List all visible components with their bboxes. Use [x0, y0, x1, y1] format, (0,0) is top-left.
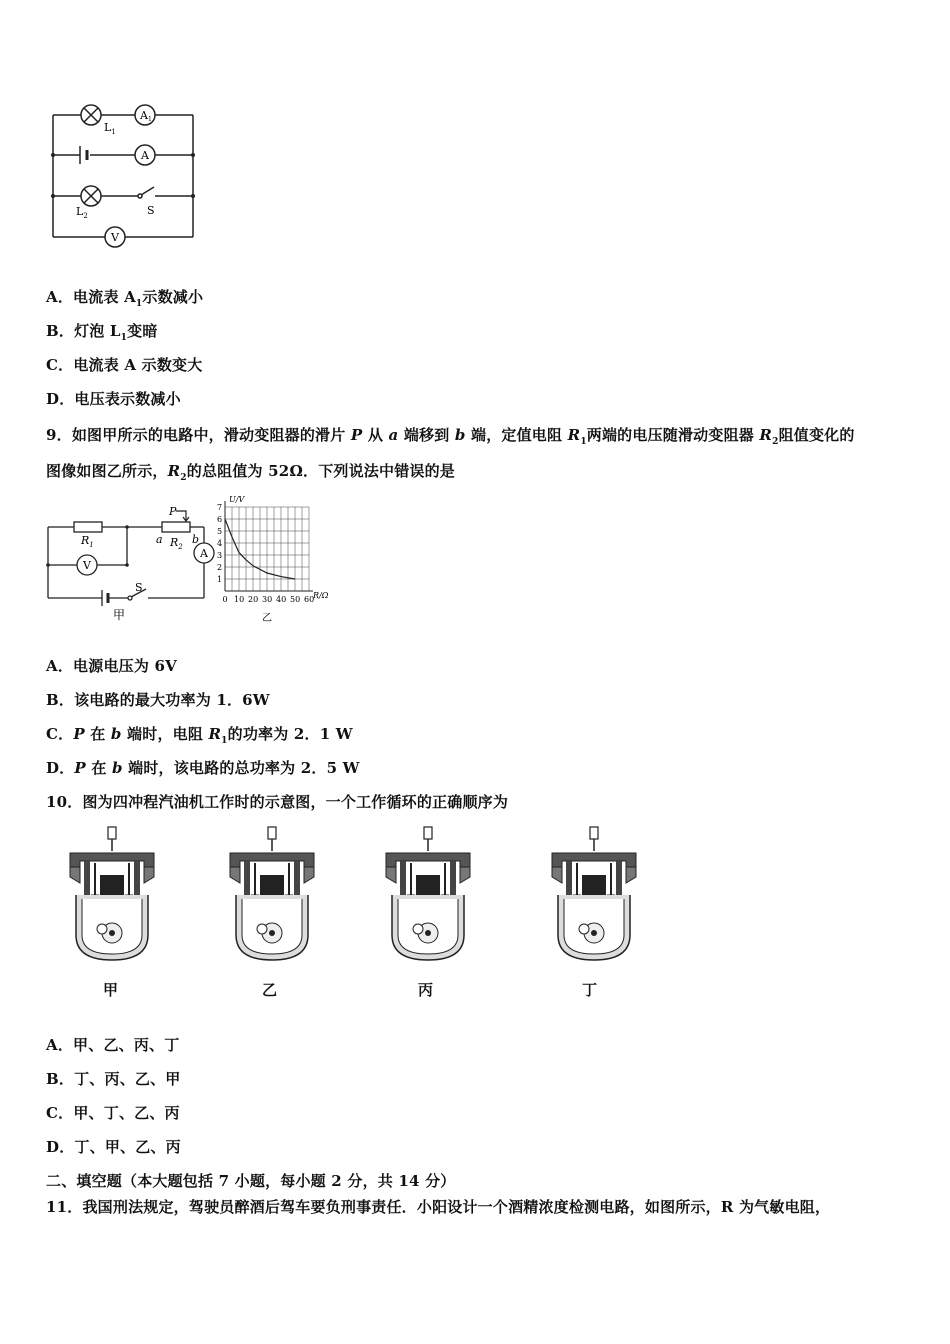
q9-option-d[interactable]: D．P 在 b 端时，该电路的总功率为 2．5 W [46, 759, 360, 777]
subscript: 1 [135, 299, 143, 309]
svg-text:R1: $R_1$ [81, 534, 94, 549]
y-tick-label: 4 [217, 539, 223, 548]
option-label: C． [46, 725, 74, 743]
resistor-r1-icon [74, 522, 102, 532]
engine-diagram-bing-icon [378, 825, 478, 965]
engine-diagram-ding-icon [544, 825, 644, 965]
engine-caption-jia: 甲 [103, 981, 119, 999]
figure-caption-yi: 乙 [262, 613, 272, 624]
option-text: 甲、丁、乙、丙 [73, 1104, 180, 1122]
q8-option-b[interactable] [46, 320, 158, 343]
q9-stem-line1: 9．如图甲所示的电路中，滑动变阻器的滑片 P 从 a 端移到 b 端，定值电阻 $R_1$两端的电压随滑动变阻器 $R_2$阻值变化的 [46, 426, 855, 447]
svg-text:A: A [200, 547, 208, 560]
option-text: 该电路的最大功率为 1．6W [74, 691, 270, 709]
section-heading: 二、填空题（本大题包括 7 小题，每小题 2 分，共 14 分） [46, 1172, 456, 1190]
battery-icon [102, 590, 108, 606]
chart-xlabel: R/Ω [313, 591, 329, 600]
option-label: D． [46, 759, 75, 777]
voltmeter-v-icon [105, 227, 125, 247]
q10-option-b[interactable] [46, 1068, 181, 1089]
y-tick-label: 7 [217, 503, 223, 512]
engine-caption-yi: 乙 [262, 981, 278, 999]
q9-option-c[interactable]: C．P 在 b 端时，电阻 $R_1$的功率为 2．1 W [46, 725, 353, 746]
slider-p-icon [176, 511, 189, 521]
q8-option-d[interactable] [46, 388, 181, 409]
option-text: 电流表 A [73, 288, 136, 306]
option-label: A． [46, 1036, 74, 1054]
q8-option-a[interactable] [46, 286, 203, 309]
y-tick-label: 1 [217, 575, 223, 584]
option-text: 甲、乙、丙、丁 [73, 1036, 180, 1054]
svg-text:A1: A1 [140, 109, 152, 123]
chart-ylabel: U/V [229, 495, 245, 504]
svg-text:S: S [147, 204, 155, 217]
svg-text:V: V [111, 231, 119, 244]
x-tick-label: 0 [222, 595, 228, 604]
q9-graph-chart [212, 493, 342, 628]
option-label: C． [46, 356, 74, 374]
y-tick-label: 2 [217, 563, 223, 572]
subscript: 1 [120, 333, 128, 343]
q10-stem: 10．图为四冲程汽油机工作时的示意图，一个工作循环的正确顺序为 [46, 793, 509, 811]
option-label: D． [46, 1138, 75, 1156]
option-text: 示数减小 [142, 288, 204, 306]
q9-circuit-diagram [40, 500, 225, 625]
svg-text:S: S [135, 581, 143, 594]
figure-caption-jia: 甲 [113, 608, 126, 622]
ammeter-a1-icon [135, 105, 155, 125]
option-label: D． [46, 390, 75, 408]
q8-option-c[interactable] [46, 354, 202, 375]
q10-option-a[interactable] [46, 1034, 179, 1055]
x-tick-label: 30 [262, 595, 273, 604]
option-label: B． [46, 1070, 75, 1088]
switch-s-icon [138, 187, 154, 198]
x-tick-label: 50 [290, 595, 301, 604]
svg-text:b: b [192, 533, 200, 546]
option-text: 电压表示数减小 [74, 390, 181, 408]
option-label: A． [46, 288, 74, 306]
battery-icon [80, 146, 87, 164]
svg-text:P: P [169, 505, 177, 518]
q9-option-b[interactable] [46, 689, 270, 710]
q10-option-d[interactable] [46, 1136, 181, 1157]
svg-text:A: A [141, 149, 149, 162]
option-text: 电源电压为 6V [73, 657, 177, 675]
option-text: 灯泡 L [74, 322, 121, 340]
ammeter-a-icon [194, 543, 214, 563]
svg-text:L2: $L_2$ [76, 205, 88, 220]
chart-ticks [217, 503, 314, 604]
engine-diagram-yi-icon [222, 825, 322, 965]
ammeter-a-icon [135, 145, 155, 165]
x-tick-label: 60 [304, 595, 315, 604]
x-tick-label: 40 [276, 595, 287, 604]
y-tick-label: 3 [217, 551, 223, 560]
y-tick-label: 6 [217, 515, 223, 524]
option-label: B． [46, 322, 75, 340]
option-label: A． [46, 657, 74, 675]
engine-caption-ding: 丁 [582, 981, 598, 999]
option-text: 电流表 A 示数变大 [73, 356, 203, 374]
lamp-l1-icon [81, 105, 101, 125]
option-label: C． [46, 1104, 74, 1122]
q9-stem-line2: 图像如图乙所示，$R_2$的总阻值为 52Ω．下列说法中错误的是 [46, 462, 455, 483]
option-text: 丁、甲、乙、丙 [74, 1138, 181, 1156]
q11-stem: 11．我国刑法规定，驾驶员醉酒后驾车要负刑事责任．小阳设计一个酒精浓度检测电路，如图所示，R 为气敏电阻， [46, 1198, 831, 1216]
option-label: B． [46, 691, 75, 709]
x-tick-label: 20 [248, 595, 259, 604]
engine-diagram-jia-icon [62, 825, 162, 965]
option-text: 丁、丙、乙、甲 [74, 1070, 181, 1088]
resistor-r2-icon [162, 522, 190, 532]
x-tick-label: 10 [234, 595, 245, 604]
svg-text:L1: $L_1$ [104, 121, 116, 136]
y-tick-label: 5 [217, 527, 223, 536]
lamp-l2-icon [81, 186, 101, 206]
q10-option-c[interactable] [46, 1102, 180, 1123]
option-text: 变暗 [127, 322, 158, 340]
chart-axes [225, 501, 313, 591]
engine-caption-bing: 丙 [418, 981, 434, 999]
svg-text:a: a [156, 533, 163, 546]
voltmeter-v-icon [77, 555, 97, 575]
svg-text:R2: $R_2$ [170, 536, 183, 551]
q8-circuit-diagram [40, 95, 210, 255]
q9-option-a[interactable] [46, 655, 177, 676]
svg-text:V: V [83, 559, 91, 572]
